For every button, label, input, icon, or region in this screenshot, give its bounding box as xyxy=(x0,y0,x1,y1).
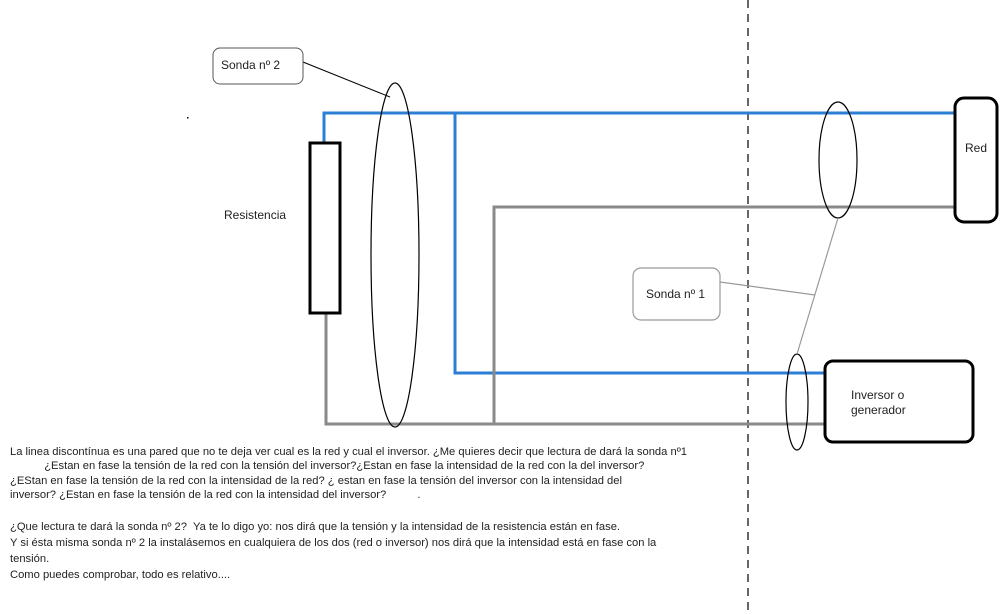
probe-2-ellipse xyxy=(371,83,419,427)
question-paragraph-line: inversor? ¿Estan en fase la tensión de la red con la intensidad del inversor? . xyxy=(10,489,421,501)
answer-paragraph-line: ¿Que lectura te dará la sonda nº 2? Ya te lo digo yo: nos dirá que la tensión y la intensidad de la resistencia están en fase. xyxy=(10,521,621,533)
resistencia-label: Resistencia xyxy=(224,208,287,222)
probe-1-ellipse-inversor xyxy=(786,354,808,450)
answer-paragraph-line: Y si ésta misma sonda nº 2 la instalásemos en cualquiera de los dos (red o inversor) nos dirá que la intensidad está en fase con la xyxy=(10,537,657,549)
answer-paragraph-line: Como puedes comprobar, todo es relativo.... xyxy=(10,569,231,581)
sonda-1-label: Sonda nº 1 xyxy=(646,287,706,301)
probe-1-ellipse-red xyxy=(819,102,857,218)
question-paragraph-line: ¿Estan en fase la tensión de la red con la tensión del inversor?¿Estan en fase la intensidad de la red con la del inversor? xyxy=(10,460,645,472)
question-paragraph-line: La linea discontínua es una pared que no te deja ver cual es la red y cual el inversor. ¿Me quieres decir que lectura de dará la sonda nº1 xyxy=(10,446,687,458)
sonda-1-connector-b xyxy=(797,218,838,354)
blue-wire-inner xyxy=(455,113,825,373)
resistor-box xyxy=(310,143,340,313)
red-label: Red xyxy=(965,141,988,155)
answer-paragraph-line: tensión. xyxy=(10,553,50,565)
red-box xyxy=(955,98,997,222)
question-paragraph-line: ¿EStan en fase la tensión de la red con la intensidad de la red? ¿ estan en fase la tensión del inversor con la intensidad del xyxy=(10,475,622,487)
sonda-2-label: Sonda nº 2 xyxy=(221,58,281,72)
sonda-2-connector xyxy=(303,62,390,97)
inversor-label-line2: generador xyxy=(851,403,906,417)
stray-dot xyxy=(187,117,189,119)
sonda-1-connector-a xyxy=(720,282,815,295)
blue-wire-top xyxy=(324,113,955,143)
inversor-label-line1: Inversor o xyxy=(851,388,905,402)
gray-wire-bottom xyxy=(326,313,825,424)
